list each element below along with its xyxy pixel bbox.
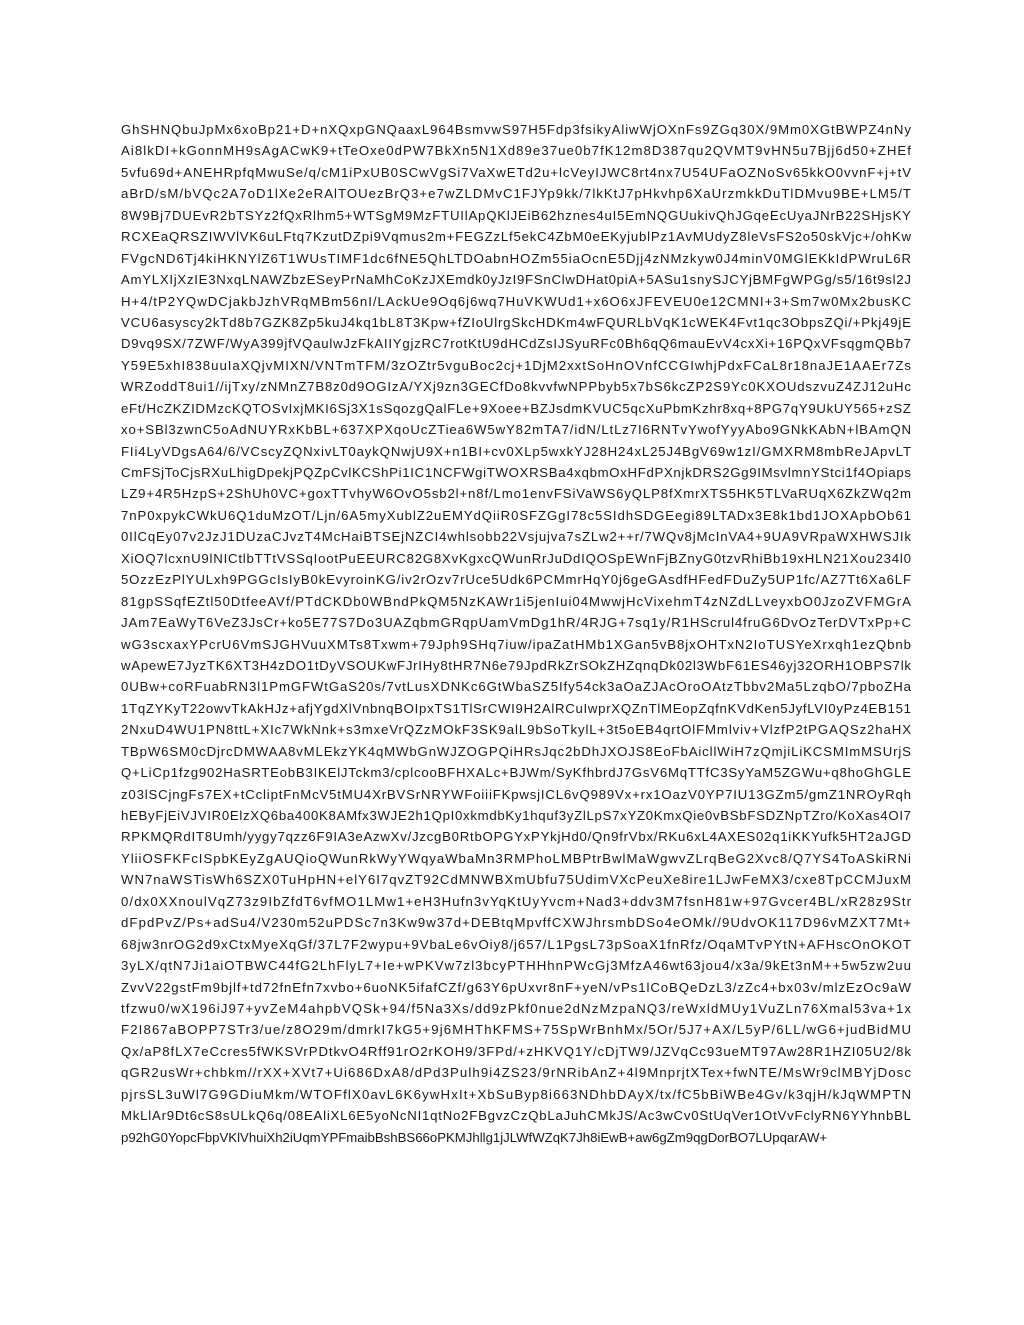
text-line: CmFSjToCjsRXuLhigDpekjPQZpCvlKCShPi1IC1NCFWgiTWOXRSBa4xqbmOxHFdPXnjkDRS2Gg9IMsvlmnYStci1f4Opiaps xyxy=(121,465,912,480)
text-line: 8W9Bj7DUEvR2bTSYz2fQxRlhm5+WTSgM9MzFTUIlApQKlJEiB62hznes4uI5EmNQGUukivQhJGqeEcUyaJNrB22SHjsKY xyxy=(121,207,912,223)
text-line: ZvvV22gstFm9bjlf+td72fnEfn7xvbo+6uoNK5ifafCZf/g63Y6pUxvr8nF+yeN/vPs1lCoBQeDzL3/zZc4+bx03v/mlzEzOc9aW xyxy=(121,979,912,995)
text-line: YliiOSFKFcISpbKEyZgAUQioQWunRkWyYWqyaWbaMn3RMPhoLMBPtrBwlMaWgwvZLrqBeG2Xvc8/Q7YS4ToASkiRNi xyxy=(121,850,912,866)
text-line: XiOQ7lcxnU9lNICtlbTTtVSSqIootPuEEURC82G8XvKgxcQWunRrJuDdIQOSpEWnFjBZnyG0tzvRhiBb19xHLN21Xou234l0 xyxy=(121,550,912,566)
text-line: tfzwu0/wX196iJ97+yvZeM4ahpbVQSk+94/f5Na3Xs/dd9zPkf0nue2dNzMzpaNQ3/reWxldMUy1VuZLn76Xmal53va+1x xyxy=(121,1000,913,1016)
text-line: Qx/aP8fLX7eCcres5fWKSVrPDtkvO4Rff91rO2rKOH9/3FPd/+zHKVQ1Y/cDjTW9/JZVqCc93ueMT97Aw28R1HZI05U2/8k xyxy=(121,1043,912,1059)
text-line: D9vq9SX/7ZWF/WyA399jfVQaulwJzFkAIIYgjzRC7rotKtU9dHCdZsIJSyuRFc0Bh6qQ6mauEvV4cxXi+16PQxVFsqgmQBb7 xyxy=(121,336,912,352)
text-line: Y59E5xhI838uuIaXQjvMIXN/VNTmTFM/3zOZtr5vguBoc2cj+1DjM2xxtSoHnOVnfCCGIwhjPdxFCaL8r18naJE1AAEr7Zs xyxy=(121,357,912,373)
text-line: hEByFjEiVJVIR0ElzXQ6ba400K8AMfx3WJE2h1QpI0xkmdbKy1hquf3yZlLpS7xYZ0KmxQie0vBSbFSDZNpTZro/KoXas4OI7 xyxy=(121,808,912,823)
text-line: 0UBw+coRFuabRN3l1PmGFWtGaS20s/7vtLusXDNKc6GtWbaSZ5Ify54ck3aOaZJAcOroOAtzTbbv2Ma5LzqbO/7pboZHa xyxy=(121,679,912,695)
text-line: 5OzzEzPlYULxh9PGGcIsIyB0kEvyroinKG/iv2rOzv7rUce5Udk6PCMmrHqY0j6geGAsdfHFedFDuZy5UP1fc/AZ7Tt6Xa6LF xyxy=(121,572,912,588)
text-line: H+4/tP2YQwDCjakbJzhVRqMBm56nI/LAckUe9Oq6j6wq7HuVKWUd1+x6O6xJFEVEU0e12CMNI+3+Sm7w0Mx2busKC xyxy=(121,293,913,309)
text-line: 3yLX/qtN7Ji1aiOTBWC44fG2LhFlyL7+Ie+wPKVw7zl3bcyPTHHhnPWcGj3MfzA46wt63jou4/x3a/9kEt3nM++5w5zw2uu xyxy=(121,958,913,974)
text-line: wApewE7JyzTK6XT3H4zDO1tDyVSOUKwFJrIHy8tHR7N6e79JpdRkZrSOkZHZqnqDk02l3WbF61ES46yj32ORH1OBPS7lk xyxy=(121,657,912,673)
text-line: 5vfu69d+ANEHRpfqMwuSe/q/cM1iPxUB0SCwVgSi7VaXwETd2u+lcVeyIJWC8rt4nx7U54UFaOZNoSv65kkO0vvnF+j+tV xyxy=(121,164,912,180)
text-line: AmYLXIjXzIE3NxqLNAWZbzESeyPrNaMhCoKzJXEmdk0yJzI9FSnClwDHat0piA+5ASu1snySJCYjBMFgWPGg/s5/16t9sl2J xyxy=(121,272,912,288)
text-line: 7nP0xpykCWkU6Q1duMzOT/Ljn/6A5myXublZ2uEMYdQiiR0SFZGgI78c5SIdhSDGEegi89LTADx3E8k1bd1JOXApbOb61 xyxy=(121,507,912,523)
text-line: p92hG0YopcFbpVKlVhuiXh2iUqmYPFmaibBshBS66oPKMJhllg1jJLWfWZqK7Jh8iEwB+aw6gZm9qgDorBO7LUpqarAW+ xyxy=(121,1129,828,1145)
text-line: FVgcND6Tj4kiHKNYlZ6T1WUsTIMF1dc6fNE5QhLTDOabnHOZm55iaOcnE5Djj4zNMzkyw0J4minV0MGlEKkIdPWruL6R xyxy=(121,250,912,266)
text-line: 1TqZYKyT22owvTkAkHJz+afjYgdXlVnbnqBOIpxTS1TlSrCWI9H2AlRCuIwprXQZnTlMEopZqfnKVdKen5JyfLVI0yPz4EB151 xyxy=(121,700,912,716)
text-line: 0/dx0XXnoulVqZ73z9IbZfdT6vfMO1LMw1+eH3Hufn3vYqKtUyYvcm+Nad3+ddv3M7fsnH81w+97Gvcer4BL/xR28z9Str xyxy=(121,893,913,909)
text-line: RPKMQRdIT8Umh/yygy7qzz6F9IA3eAzwXv/JzcgB0RtbOPGYxPYkjHd0/Qn9frVbx/RKu6xL4AXES02q1iKKYufk5HT2aJGD xyxy=(121,829,912,845)
text-line: F2I867aBOPP7STr3/ue/z8O29m/dmrkI7kG5+9j6MHThKFMS+75SpWrBnhMx/5Or/5J7+AX/L5yP/6LL/wG6+judBidMU xyxy=(121,1022,913,1038)
text-line: WN7naWSTisWh6SZX0TuHpHN+elY6I7qvZT92CdMNWBXmUbfu75UdimVXcPeuXe8ire1LJwFeMX3/cxe8TpCCMJuxM xyxy=(121,872,913,888)
text-line: aBrD/sM/bVQc2A7oD1lXe2eRAlTOUezBrQ3+e7wZLDMvC1FJYp9kk/7lkKtJ7pHkvhp6XaUrzmkkDuTlDMvu9BE+LM5/T xyxy=(121,186,912,202)
encoded-text-block xyxy=(121,119,911,1148)
text-line: 2NxuD4WU1PN8ttL+XIc7WkNnk+s3mxeVrQZzMOkF3SK9alL9bSoTkylL+3t5oEB4qrtOlFMmlviv+VlzfP2tPGAQSz2haHX xyxy=(121,722,912,738)
text-line: JAm7EaWyT6VeZ3JsCr+ko5E77S7Do3UAZqbmGRqpUamVmDg1hR/4RJG+7sq1y/R1HScrul4fruG6DvOzTerDVTxPp+C xyxy=(121,615,912,631)
text-line: VCU6asyscy2kTd8b7GZK8Zp5kuJ4kq1bL8T3Kpw+fZIoUlrgSkcHDKm4wFQURLbVqK1cWEK4Fvt1qc3ObpsZQi/+Pkj49jE xyxy=(121,314,912,330)
text-line: RCXEaQRSZIWVlVK6uLFtq7KzutDZpi9Vqmus2m+FEGZzLf5ekC4ZbM0eEKyjublPz1AvMUdyZ8leVsFS2o50skVjc+/ohKw xyxy=(121,229,912,245)
text-line: GhSHNQbuJpMx6xoBp21+D+nXQxpGNQaaxL964BsmvwS97H5Fdp3fsikyAliwWjOXnFs9ZGq30X/9Mm0XGtBWPZ4nNy xyxy=(121,122,912,137)
text-line: wG3scxaxYPcrU6VmSJGHVuuXMTs8Txwm+79Jph9SHq7iuw/ipaZatHMb1XGan5vB8jxOHTxN2IoTUSYeXrxqh1ezQbnb xyxy=(121,636,912,652)
text-line: z03lSCjngFs7EX+tCcliptFnMcV5tMU4XrBVSrNRYWFoiiiFKpwsjICL6vQ989Vx+rx1OazV0YP7IU13GZm5/gmZ1NROyRqh xyxy=(121,786,912,802)
text-line: Ai8lkDI+kGonnMH9sAgACwK9+tTeOxe0dPW7BkXn5N1Xd89e37ue0b7fK12m8D387qu2QVMT9vHN5u7Bjj6d50+ZHEf xyxy=(121,143,913,159)
text-line: eFt/HcZKZIDMzcKQTOSvIxjMKI6Sj3X1sSqozgQalFLe+9Xoee+BZJsdmKVUC5qcXuPbmKzhr8xq+8PG7qY9UkUY565+zSZ xyxy=(121,400,912,416)
text-line: LZ9+4R5HzpS+2ShUh0VC+goxTTvhyW6OvO5sb2l+n8f/Lmo1envFSiVaWS6yQLP8fXmrXTS5HK5TLVaRUqX6ZkZWq2m xyxy=(121,486,912,502)
text-line: pjrsSL3uWl7G9GDiuMkm/WTOFflX0avL6K6ywHxIt+XbSuByp8i663NDhbDAyX/tx/fC5bBiWBe4Gv/k3qjH/kJqWMPTN xyxy=(121,1086,913,1102)
text-line: FIi4LyVDgsA64/6/VCscyZQNxivLT0aykQNwjU9X+n1BI+cv0XLp5wxkYJ28H24xL25J4BgV69w1zI/GMXRM8mbReJApvLT xyxy=(121,443,912,459)
text-line: xo+SBl3zwnC5oAdNUYRxKbBL+637XPXqoUcZTiea6W5wY82mTA7/idN/LtLz7I6RNTvYwofYyyAbo9GNkKAbN+lBAmQN xyxy=(121,422,912,438)
text-line: dFpdPvZ/Ps+adSu4/V230m52uPDSc7n3Kw9w37d+DEBtqMpvffCXWJhrsmbDSo4eOMk//9UdvOK117D96vMZXT7Mt+ xyxy=(121,915,913,931)
text-line: TBpW6SM0cDjrcDMWAA8vMLEkzYK4qMWbGnWJZOGPQiHRsJqc2bDhJXOJS8EoFbAicllWiH7zQmjiLiKCSMImMSUrjS xyxy=(121,743,912,759)
text-line: Q+LiCp1fzg902HaSRTEobB3IKElJTckm3/cplcooBFHXALc+BJWm/SyKfhbrdJ7GsV6MqTTfC3SyYaM5ZGWu+q8hoGhGLE xyxy=(121,765,912,781)
text-line: 68jw3nrOG2d9xCtxMyeXqGf/37L7F2wypu+9VbaLe6vOiy8/j657/L1PgsL73pSoaX1fnRfz/OqaMTvPYtN+AFHscOnOKOT xyxy=(121,936,912,952)
text-line: 81gpSSqfEZtl50DtfeeAVf/PTdCKDb0WBndPkQM5NzKAWr1i5jenIui04MwwjHcVixehmT4zNZdLLveyxbO0JzoZVFMGrA xyxy=(121,593,912,609)
text-line: 0IlCqEy07v2JzJ1DUzaCJvzT4McHaiBTSEjNZCI4whlsobb22Vsjujva7sZLw2++r/7WQv8jMcInVA4+9UA9VRpaWXHWSJIk xyxy=(121,529,912,545)
text-line: qGR2usWr+chbkm//rXX+XVt7+Ui686DxA8/dPd3Pulh9i4ZS23/9rNRibAnZ+4l9MnprjtXTex+fwNTE/MsWr9clMBYjDosc xyxy=(121,1065,913,1081)
text-line: MkLlAr9Dt6cS8sULkQ6q/08EAliXL6E5yoNcNI1qtNo2FBgvzCzQbLaJuhCMkJS/Ac3wCv0StUqVer1OtVvFclyRN6YYhnbBL xyxy=(121,1108,912,1124)
text-line: WRZoddT8ui1//ijTxy/zNMnZ7B8z0d9OGIzA/YXj9zn3GECfDo8kvvfwNPPbyb5x7bS6kcZP2S9Yc0KXOUdszvuZ4ZJ12uHc xyxy=(121,379,912,395)
